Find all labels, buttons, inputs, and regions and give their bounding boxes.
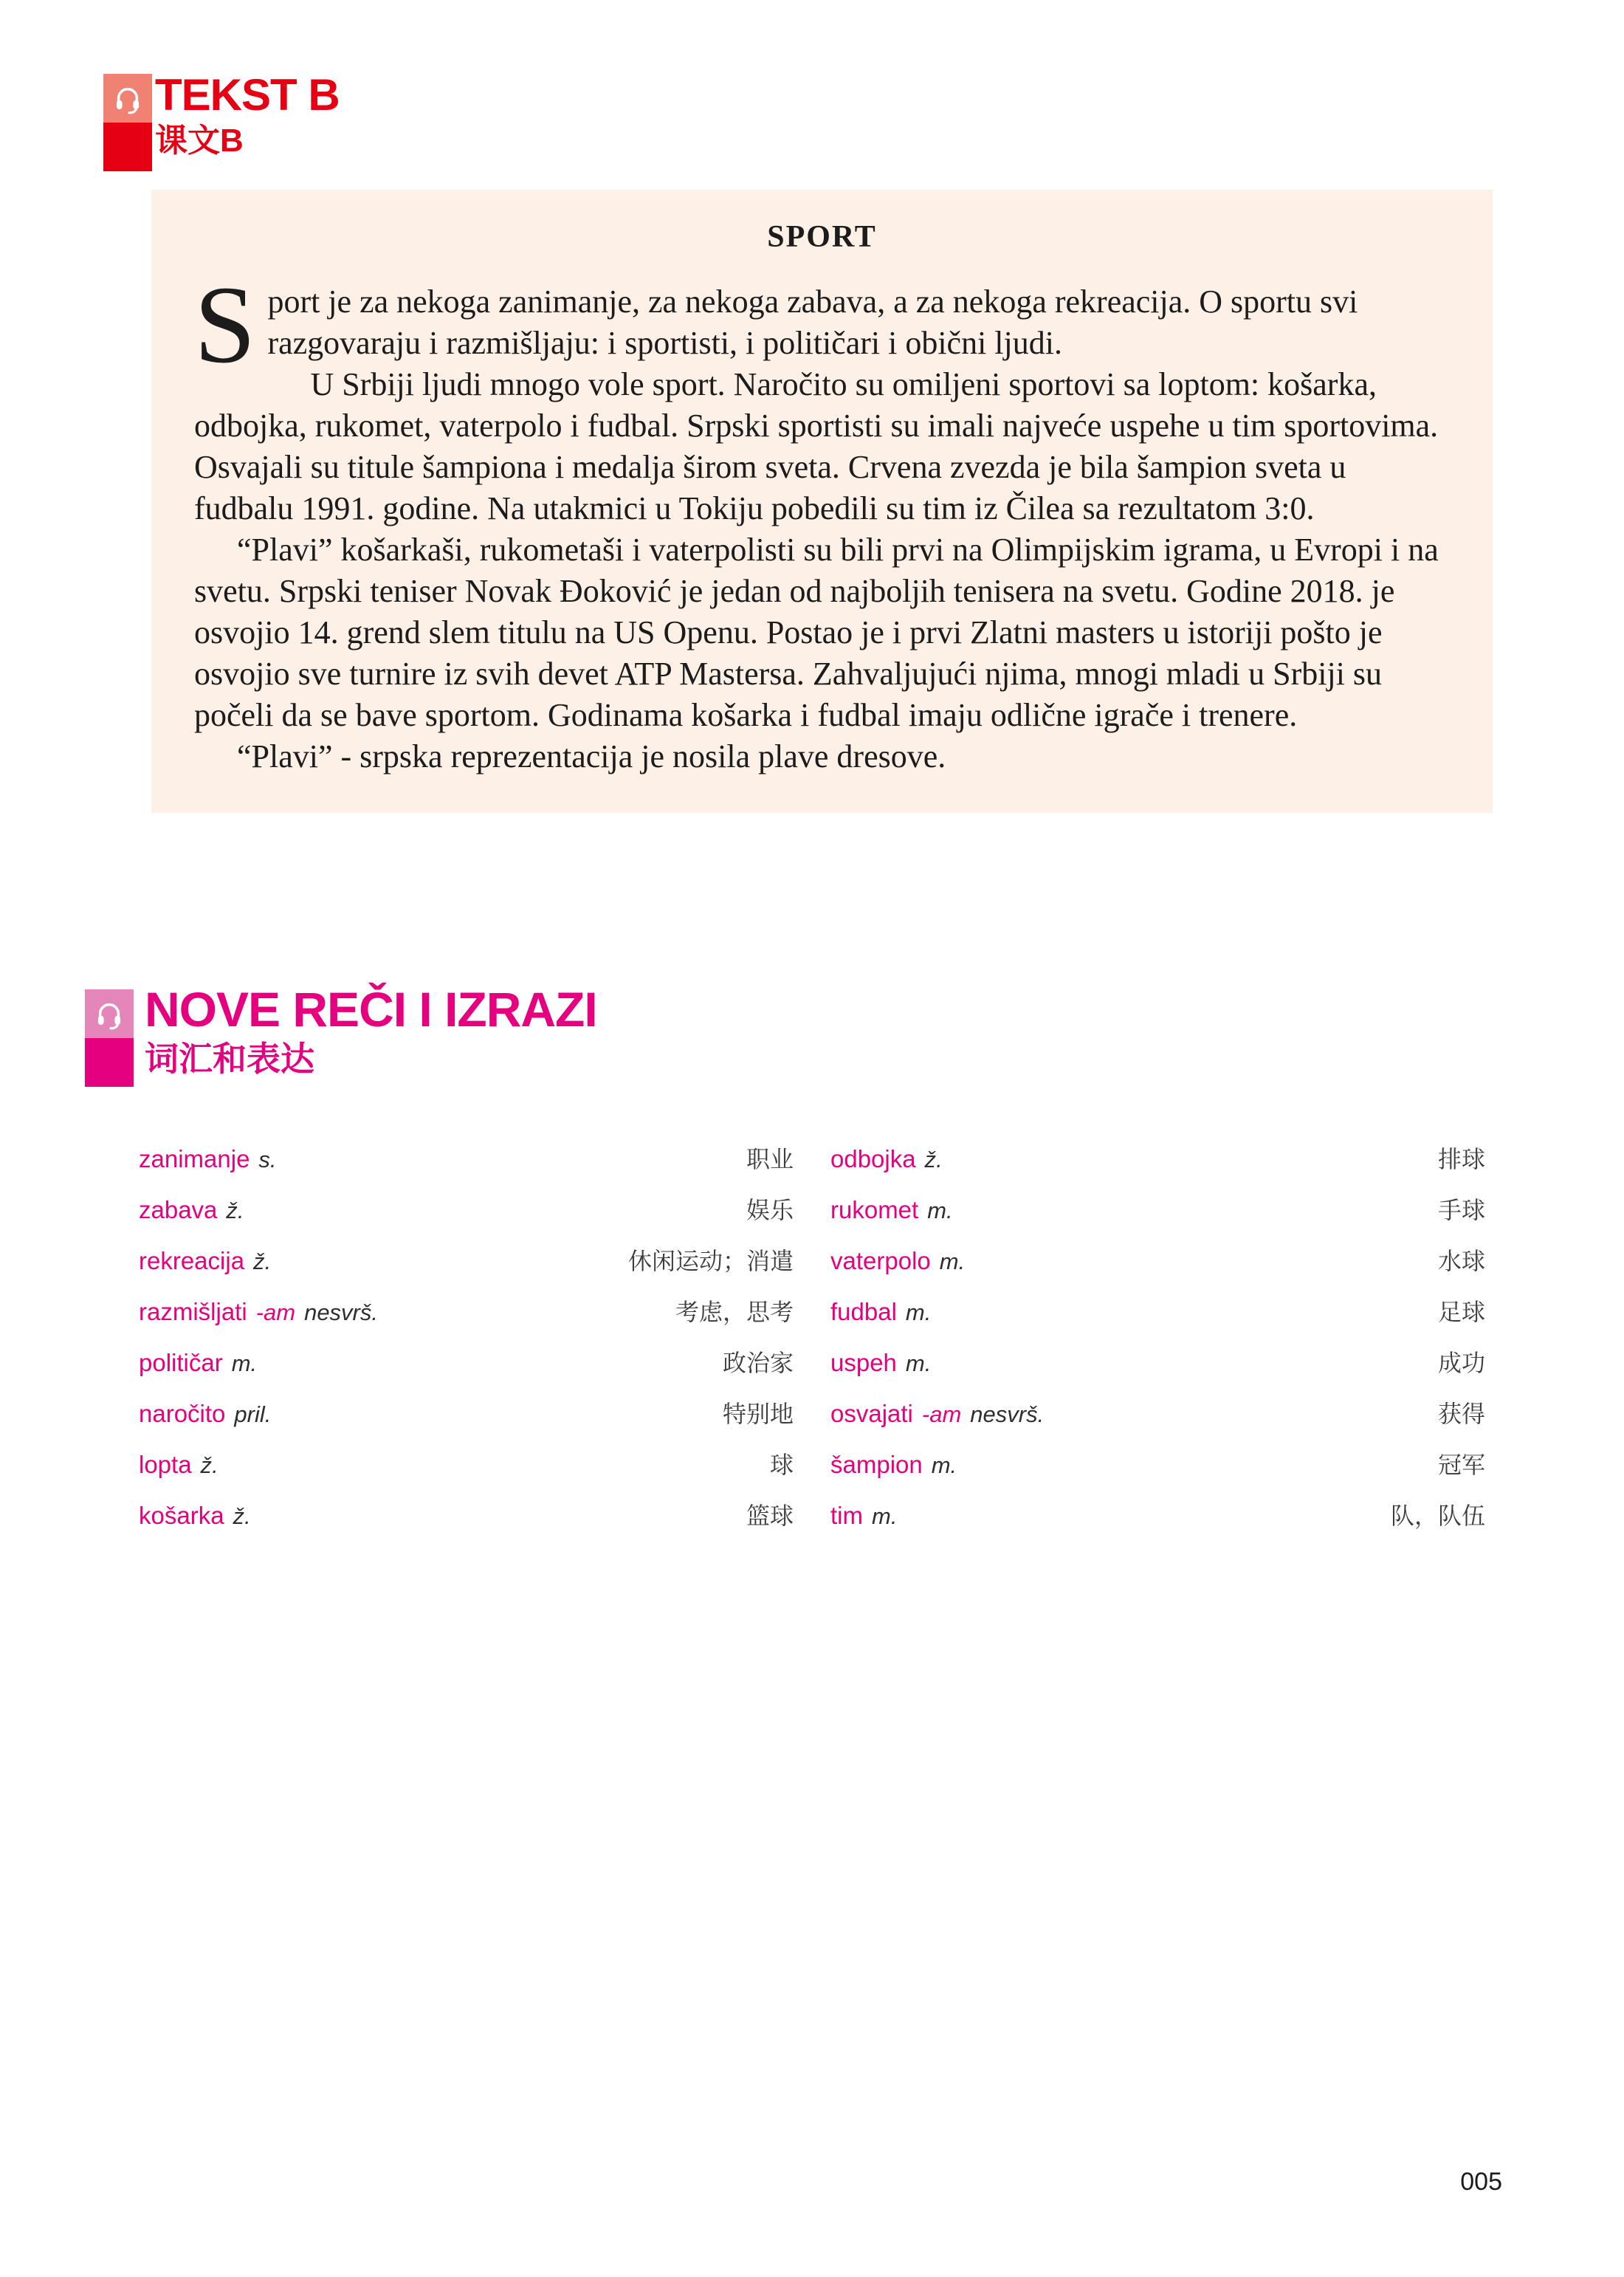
reading-text-box [151, 190, 1493, 813]
vocab-entry [830, 1192, 1485, 1243]
tekst-b-icon-block [103, 74, 152, 171]
vocab-word: zanimanje [139, 1145, 250, 1172]
vocab-entry [830, 1243, 1485, 1294]
vocab-translation: 排球 [1437, 1145, 1485, 1173]
vocab-translation: 成功 [1437, 1349, 1485, 1377]
vocab-translation: 篮球 [746, 1502, 794, 1530]
vocab-translation: 手球 [1437, 1196, 1485, 1224]
vocab-word: uspeh [830, 1349, 897, 1376]
vocab-entry [139, 1446, 794, 1497]
vocab-word: političar [139, 1349, 223, 1376]
vocab-gram: pril. [234, 1401, 272, 1427]
headset-icon [85, 989, 134, 1038]
vocab-gram: m. [905, 1299, 932, 1325]
reading-title: SPORT [767, 220, 877, 254]
vocab-entry [830, 1141, 1485, 1192]
vocab-entry [139, 1294, 794, 1344]
headset-icon [103, 74, 152, 123]
section-subtitle-zh-tekst-b: 课文B [155, 123, 244, 159]
vocab-word: tim [830, 1502, 863, 1529]
vocab-word: rukomet [830, 1196, 919, 1223]
vocab-entry [139, 1344, 794, 1395]
paragraph-3: “Plavi” košarkaši, rukometaši i vaterpolisti su bili prvi na Olimpijskim igrama, u Evropi i na svetu. Srpski teniser Novak Đoković je jedan od najboljih tenisera na svetu. Godine 2018. je osvojio 14. grend slem titulu na US Openu. Postao je i prvi Zlatni masters u istoriji pošto je osvojio sve turnire iz svih devet ATP Mastersa. Zahvaljujući njima, mnogi mladi u Srbiji su počeli da se bave sportom. Godinama košarka i fudbal imaju odlične igrače i trenere. [194, 532, 1439, 733]
vocab-translation: 休闲运动；消遣 [627, 1247, 794, 1275]
vocab-translation: 政治家 [722, 1349, 794, 1377]
vocab-translation: 特别地 [722, 1400, 794, 1428]
vocab-gram: m. [905, 1350, 932, 1376]
vocab-word: vaterpolo [830, 1247, 931, 1274]
dropcap: S [194, 264, 256, 386]
vocab-entry [830, 1497, 1485, 1548]
section-title-tekst-b: TEKST B [155, 70, 340, 120]
vocab-entry [139, 1497, 794, 1548]
vocab-entry [830, 1294, 1485, 1344]
vocab-gram: m. [939, 1249, 966, 1274]
paragraph-1 [194, 264, 1450, 386]
vocab-gram: m. [931, 1452, 957, 1478]
vocab-gram: ž. [924, 1147, 943, 1172]
vocab-translation: 娱乐 [746, 1196, 794, 1224]
vocab-gram: s. [258, 1147, 277, 1172]
nove-reci-icon-block [85, 989, 134, 1087]
section-subtitle-zh-nove-reci: 词汇和表达 [145, 1040, 314, 1078]
vocab-translation: 水球 [1437, 1247, 1485, 1275]
paragraph-4: “Plavi” - srpska reprezentacija je nosila plave dresove. [237, 738, 946, 775]
tekst-b-header [155, 71, 340, 162]
vocab-translation: 考虑，思考 [675, 1298, 794, 1326]
vocab-word: osvajati [830, 1400, 913, 1427]
vocab-suffix: -am [255, 1299, 296, 1325]
paragraph-1-text: port je za nekoga zanimanje, za nekoga zabava, a za nekoga rekreacija. O sportu svi razgovaraju i razmišljaju: i sportisti, i političari i obični ljudi. [267, 284, 1358, 361]
vocab-translation: 球 [769, 1451, 794, 1479]
vocab-entry [139, 1243, 794, 1294]
vocab-entry [139, 1395, 794, 1446]
icon-block-lower-square [103, 123, 152, 171]
page-number: 005 [1460, 2168, 1502, 2196]
vocab-translation: 职业 [746, 1145, 794, 1173]
vocabulary-list [139, 1141, 1485, 1548]
vocab-gram: ž. [226, 1198, 244, 1223]
vocab-gram: ž. [253, 1249, 272, 1274]
vocab-gram: ž. [233, 1503, 251, 1529]
vocab-column-left [139, 1141, 794, 1548]
vocab-word: razmišljati [139, 1298, 247, 1325]
vocab-gram: nesvrš. [970, 1401, 1045, 1427]
vocab-gram: ž. [200, 1452, 219, 1478]
vocab-word: fudbal [830, 1298, 897, 1325]
paragraph-2: U Srbiji ljudi mnogo vole sport. Naročito su omiljeni sportovi sa loptom: košarka, odbojka, rukomet, vaterpolo i fudbal. Srpski sportisti su imali najveće uspehe u tim sportovima. Osvajali su titule šampiona i medalja širom sveta. Crvena zvezda je bila šampion sveta u fudbalu 1991. godine. Na utakmici u Tokiju pobedili su tim iz Čilea sa rezultatom 3:0. [194, 366, 1439, 526]
vocab-entry [139, 1192, 794, 1243]
vocab-translation: 冠军 [1437, 1451, 1485, 1479]
vocab-gram: m. [927, 1198, 953, 1223]
vocab-entry [139, 1141, 794, 1192]
vocab-word: lopta [139, 1451, 192, 1478]
vocab-entry [830, 1344, 1485, 1395]
vocab-suffix: -am [921, 1401, 962, 1427]
nove-reci-header [145, 982, 597, 1081]
vocab-column-right [830, 1141, 1485, 1548]
vocab-word: šampion [830, 1451, 923, 1478]
icon-block-lower-square [85, 1038, 134, 1087]
vocab-word: odbojka [830, 1145, 916, 1172]
section-title-nove-reci: NOVE REČI I IZRAZI [145, 982, 597, 1037]
vocab-entry [830, 1446, 1485, 1497]
vocab-translation: 队，队伍 [1390, 1502, 1485, 1530]
vocab-gram: nesvrš. [304, 1299, 378, 1325]
vocab-word: zabava [139, 1196, 218, 1223]
vocab-word: naročito [139, 1400, 226, 1427]
vocab-word: rekreacija [139, 1247, 245, 1274]
vocab-translation: 足球 [1437, 1298, 1485, 1326]
vocab-gram: m. [872, 1503, 898, 1529]
vocab-gram: m. [231, 1350, 258, 1376]
vocab-word: košarka [139, 1502, 224, 1529]
vocab-entry [830, 1395, 1485, 1446]
vocab-translation: 获得 [1437, 1400, 1485, 1428]
